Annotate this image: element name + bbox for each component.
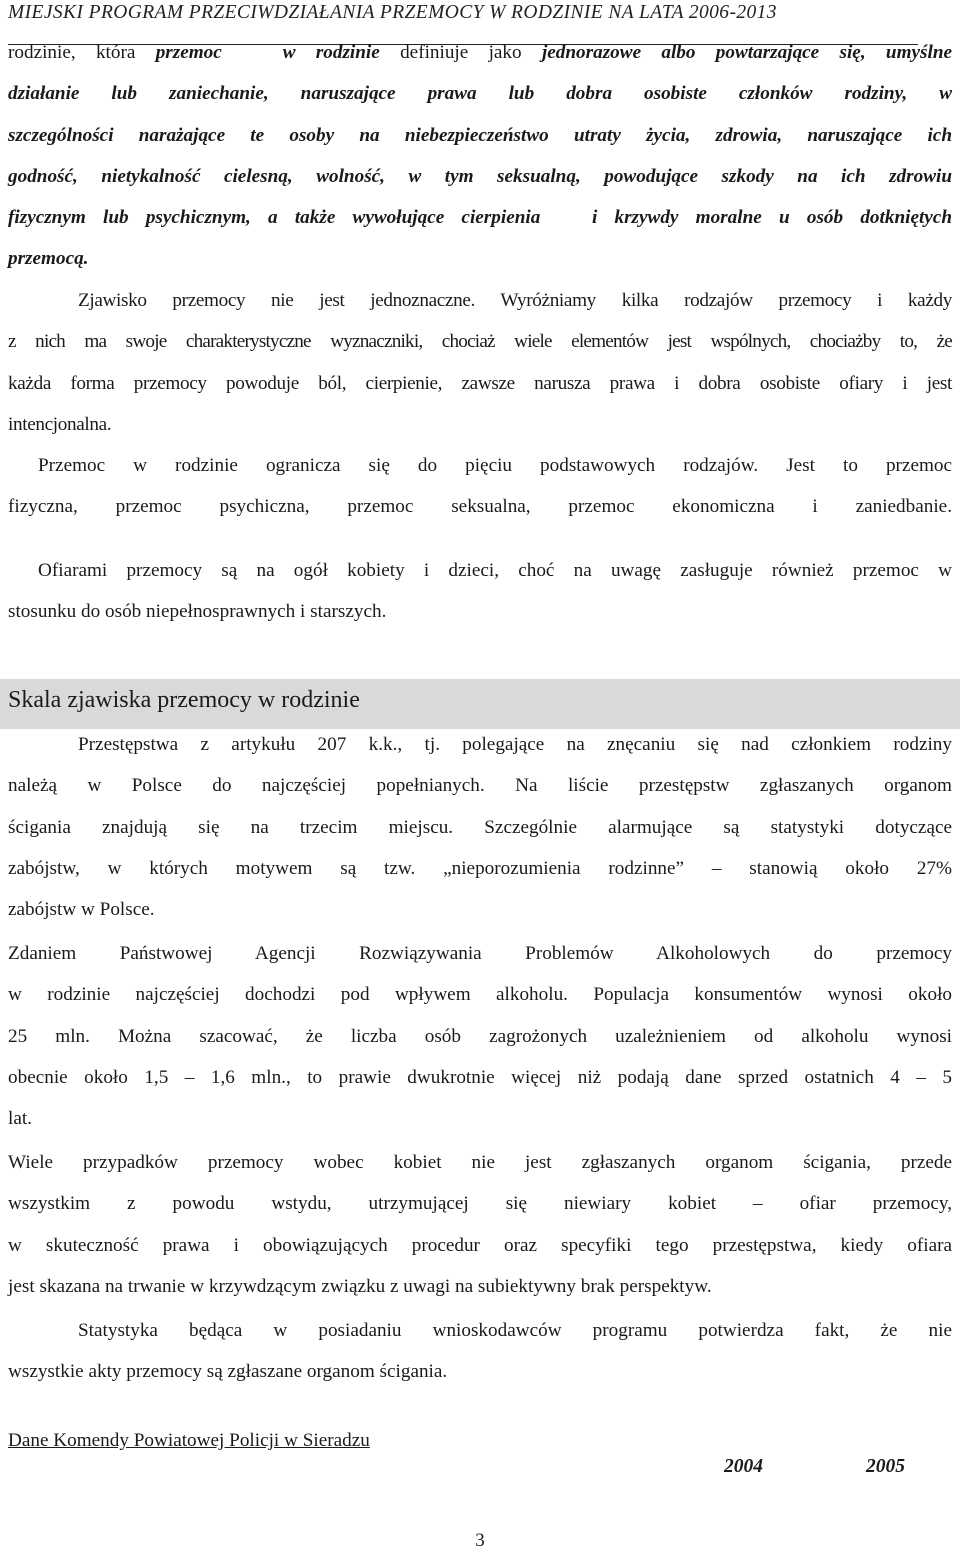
statistics-line-2: wszystkie akty przemocy są zgłaszane organom ścigania. xyxy=(8,1361,448,1383)
statistics-line-1: Statystyka będąca w posiadaniu wnioskodawców programu potwierdza fakt, że nie xyxy=(78,1320,952,1341)
crimes-line-5: zabójstw w Polsce. xyxy=(8,899,155,921)
alcohol-line-4: obecnie około 1,5 – 1,6 mln., to prawie dwukrotnie więcej niż podają dane sprzed ostatnich 4 – 5 xyxy=(8,1066,952,1088)
data-source-caption: Dane Komendy Powiatowej Policji w Sieradzu xyxy=(8,1430,370,1451)
emphasis-term: przemoc w rodzinie xyxy=(155,42,380,63)
victims-line-2: stosunku do osób niepełnosprawnych i starszych. xyxy=(8,601,387,623)
text-span: Wyróżniamy kilka rodzajów przemocy i każdy xyxy=(474,290,952,311)
alcohol-line-5: lat. xyxy=(8,1108,32,1130)
victims-paragraph xyxy=(8,550,952,633)
crimes-line-2: należą w Polsce do najczęściej popełnianych. Na liście przestępstw zgłaszanych organom xyxy=(8,775,952,797)
forms-line-4: intencjonalna. xyxy=(8,413,112,435)
definition-line-4: godność, nietykalność cielesną, wolność, w tym seksualną, powodujące szkody na ich zdrowiu xyxy=(8,165,952,187)
crimes-paragraph xyxy=(8,724,952,930)
document-header: MIEJSKI PROGRAM PRZECIWDZIAŁANIA PRZEMOCY W RODZINIE NA LATA 2006-2013 xyxy=(8,2,777,23)
definition-line-3: szczególności narażające te osoby na niebezpieczeństwo utraty życia, zdrowia, naruszające ich xyxy=(8,124,952,146)
unreported-line-2: wszystkim z powodu wstydu, utrzymującej się niewiary kobiet – ofiar przemocy, xyxy=(8,1193,952,1215)
page-number: 3 xyxy=(475,1530,485,1551)
forms-line-2: z nich ma swoje charakterystyczne wyznaczniki, chociaż wiele elementów jest wspólnych, chociażby to, że xyxy=(8,331,952,353)
alcohol-line-1: Zdaniem Państwowej Agencji Rozwiązywania Problemów Alkoholowych do przemocy xyxy=(8,943,952,964)
types-line-2: fizyczna, przemoc psychiczna, przemoc seksualna, przemoc ekonomiczna i zaniedbanie. xyxy=(8,496,952,518)
definition-line-5: fizycznym lub psychicznym, a także wywołujące cierpienia i krzywdy moralne u osób dotkniętych xyxy=(8,207,952,229)
definition-paragraph xyxy=(8,32,952,280)
unreported-line-3: w skuteczność prawa i obowiązujących procedur oraz specyfiki tego przestępstwa, kiedy ofiara xyxy=(8,1234,952,1256)
forms-paragraph xyxy=(8,280,952,445)
victims-line-1: Ofiarami przemocy są na ogół kobiety i dzieci, choć na uwagę zasługuje również przemoc w xyxy=(38,560,952,581)
crimes-line-4: zabójstw, w których motywem są tzw. „nieporozumienia rodzinne” – stanowią około 27% xyxy=(8,857,952,879)
text-span: definiuje jako xyxy=(379,42,542,63)
crimes-line-1: Przestępstwa z artykułu 207 k.k., tj. polegające na znęcaniu się nad członkiem rodziny xyxy=(78,734,952,755)
table-header-year-2004: 2004 xyxy=(724,1456,763,1477)
unreported-paragraph xyxy=(8,1142,952,1307)
table-header-year-2005: 2005 xyxy=(866,1456,905,1477)
section-heading: Skala zjawiska przemocy w rodzinie xyxy=(8,687,360,713)
text-span: Zjawisko przemocy nie jest jednoznaczne. xyxy=(78,290,475,311)
alcohol-paragraph xyxy=(8,933,952,1139)
unreported-line-1: Wiele przypadków przemocy wobec kobiet nie jest zgłaszanych organom ścigania, przede xyxy=(8,1152,952,1173)
alcohol-line-3: 25 mln. Można szacować, że liczba osób zagrożonych uzależnieniem od alkoholu wynosi xyxy=(8,1025,952,1047)
definition-line-2: działanie lub zaniechanie, naruszające prawa lub dobra osobiste członków rodziny, w xyxy=(8,83,952,105)
text-span: rodzinie, która xyxy=(8,42,156,63)
alcohol-line-2: w rodzinie najczęściej dochodzi pod wpływem alkoholu. Populacja konsumentów wynosi około xyxy=(8,984,952,1006)
emphasis-term: jednorazowe albo powtarzające się, umyślne xyxy=(541,42,953,63)
statistics-paragraph xyxy=(8,1310,952,1393)
forms-line-3: każda forma przemocy powoduje ból, cierpienie, zawsze narusza prawa i dobra osobiste ofiary i jest xyxy=(8,372,952,394)
definition-line-6: przemocą. xyxy=(8,248,89,270)
types-line-1: Przemoc w rodzinie ogranicza się do pięciu podstawowych rodzajów. Jest to przemoc xyxy=(38,455,952,476)
unreported-line-4: jest skazana na trwanie w krzywdzącym związku z uwagi na subiektywny brak perspektyw. xyxy=(8,1275,712,1297)
definition-line-1 xyxy=(8,32,952,73)
crimes-line-3: ścigania znajdują się na trzecim miejscu. Szczególnie alarmujące są statystyki dotyczące xyxy=(8,816,952,838)
types-paragraph xyxy=(8,445,952,528)
forms-line-1 xyxy=(8,280,952,321)
